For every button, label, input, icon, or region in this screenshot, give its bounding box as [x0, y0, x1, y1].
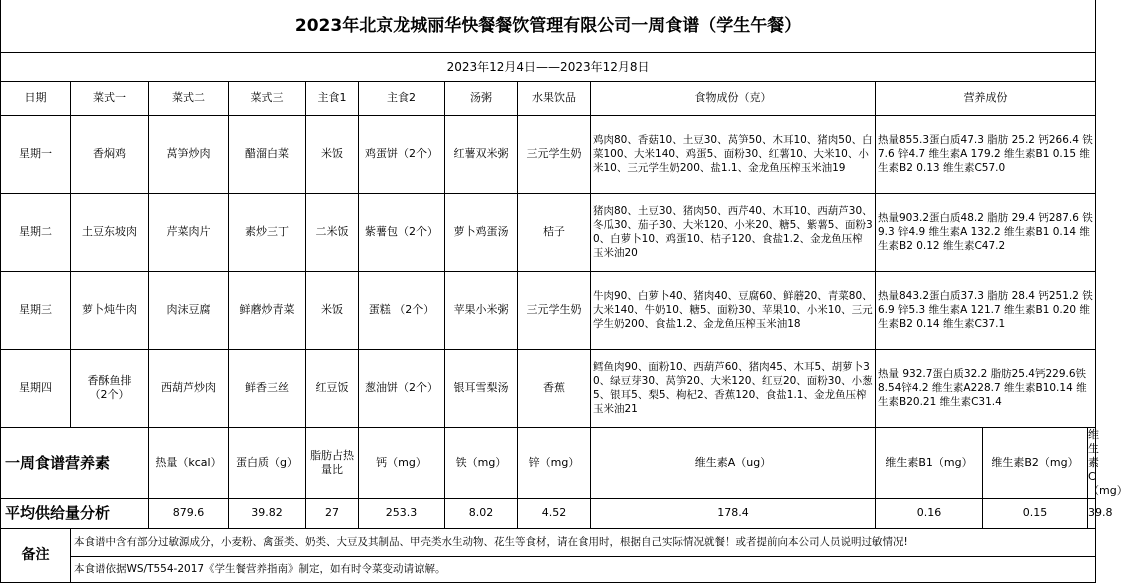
soup-cell: 萝卜鸡蛋汤: [445, 193, 518, 271]
summary-header-protein: 蛋白质（g）: [229, 427, 306, 498]
dish1-cell: 萝卜炖牛肉: [71, 271, 149, 349]
dish2-cell: 西葫芦炒肉: [149, 349, 229, 427]
summary-label-bottom: 平均供给量分析: [1, 498, 149, 528]
summary-header-fat-ratio: 脂肪占热量比: [306, 427, 359, 498]
dish1-cell: 香酥鱼排 （2个）: [71, 349, 149, 427]
fruit-cell: 桔子: [518, 193, 591, 271]
header-dish3: 菜式三: [229, 81, 306, 115]
header-soup: 汤粥: [445, 81, 518, 115]
summary-header-calcium: 钙（mg）: [359, 427, 445, 498]
dish3-cell: 醋溜白菜: [229, 115, 306, 193]
summary-value-vitamin-c: 39.8: [1088, 498, 1096, 528]
header-date: 日期: [1, 81, 71, 115]
summary-header-vitamin-c: 维生素C（mg）: [1088, 427, 1128, 497]
summary-value-energy: 879.6: [149, 498, 229, 528]
header-dish2: 菜式二: [149, 81, 229, 115]
dish1-cell: 土豆东坡肉: [71, 193, 149, 271]
summary-value-vitamin-b2: 0.15: [983, 498, 1088, 528]
allergen-note: 本食谱中含有部分过敏源成分，小麦粉、禽蛋类、奶类、大豆及其制品、甲壳类水生动物、花生等食材，请在食用时，根据自己实际情况就餐！或者提前向本公司人员说明过敏情况!: [71, 528, 1096, 556]
staple1-cell: 米饭: [306, 271, 359, 349]
menu-row-thursday: [1, 349, 1096, 427]
menu-row-wednesday: [1, 271, 1096, 349]
soup-cell: 银耳雪梨汤: [445, 349, 518, 427]
dish2-cell: 肉沫豆腐: [149, 271, 229, 349]
summary-value-vitamin-a: 178.4: [591, 498, 876, 528]
ingredients-cell: 鸡肉80、香菇10、土豆30、莴笋50、木耳10、猪肉50、白菜100、大米140、鸡蛋5、面粉30、红薯10、大米10、小米10、三元学生奶200、盐1.1、金龙鱼压榨玉米油19: [591, 115, 876, 193]
header-fruit: 水果饮品: [518, 81, 591, 115]
summary-label-top: 一周食谱营养素: [1, 427, 149, 498]
nutrition-cell: 热量 932.7蛋白质32.2 脂肪25.4钙229.6铁8.54锌4.2 维生素A228.7 维生素B10.14 维生素B20.21 维生素C31.4: [876, 349, 1096, 427]
summary-value-calcium: 253.3: [359, 498, 445, 528]
staple2-cell: 蛋糕 （2个）: [359, 271, 445, 349]
nutrition-cell: 热量843.2蛋白质37.3 脂肪 28.4 钙251.2 铁6.9 锌5.3 维生素A 121.7 维生素B1 0.20 维生素B2 0.14 维生素C37.1: [876, 271, 1096, 349]
ingredients-cell: 牛肉90、白萝卜40、猪肉40、豆腐60、鲜蘑20、青菜80、大米140、牛奶10、糖5、面粉30、苹果10、小米10、三元学生奶200、食盐1.2、金龙鱼压榨玉米油18: [591, 271, 876, 349]
summary-header-zinc: 锌（mg）: [518, 427, 591, 498]
fruit-cell: 香蕉: [518, 349, 591, 427]
header-staple1: 主食1: [306, 81, 359, 115]
fruit-cell: 三元学生奶: [518, 271, 591, 349]
staple2-cell: 紫薯包（2个）: [359, 193, 445, 271]
soup-cell: 苹果小米粥: [445, 271, 518, 349]
day-label: 星期一: [1, 115, 71, 193]
summary-header-iron: 铁（mg）: [445, 427, 518, 498]
notes-row-2: [1, 556, 1096, 582]
summary-header-vitamin-b1: 维生素B1（mg）: [876, 427, 983, 498]
dish3-cell: 鲜蘑炒青菜: [229, 271, 306, 349]
notes-label: 备注: [1, 528, 71, 582]
staple2-cell: 葱油饼（2个）: [359, 349, 445, 427]
dish3-cell: 素炒三丁: [229, 193, 306, 271]
staple1-cell: 米饭: [306, 115, 359, 193]
header-staple2: 主食2: [359, 81, 445, 115]
summary-header-energy: 热量（kcal）: [149, 427, 229, 498]
day-label: 星期三: [1, 271, 71, 349]
ingredients-cell: 鳕鱼肉90、面粉10、西葫芦60、猪肉45、木耳5、胡萝卜30、绿豆芽30、莴笋20、大米120、红豆20、面粉30、小葱5、银耳5、梨5、枸杞2、香蕉120、食盐1.1、金龙鱼压榨玉米油21: [591, 349, 876, 427]
summary-value-iron: 8.02: [445, 498, 518, 528]
summary-values-row: [1, 498, 1096, 528]
menu-row-tuesday: [1, 193, 1096, 271]
summary-value-zinc: 4.52: [518, 498, 591, 528]
dish2-cell: 莴笋炒肉: [149, 115, 229, 193]
summary-header-vitamin-a: 维生素A（ug）: [591, 427, 876, 498]
summary-header-vitamin-b2: 维生素B2（mg）: [983, 427, 1088, 498]
day-label: 星期四: [1, 349, 71, 427]
staple1-cell: 二米饭: [306, 193, 359, 271]
dish2-cell: 芹菜肉片: [149, 193, 229, 271]
summary-value-vitamin-b1: 0.16: [876, 498, 983, 528]
summary-value-protein: 39.82: [229, 498, 306, 528]
day-label: 星期二: [1, 193, 71, 271]
nutrition-cell: 热量855.3蛋白质47.3 脂肪 25.2 钙266.4 铁7.6 锌4.7 维生素A 179.2 维生素B1 0.15 维生素B2 0.13 维生素C57.0: [876, 115, 1096, 193]
header-ingredients: 食物成份（克）: [591, 81, 876, 115]
ingredients-cell: 猪肉80、土豆30、猪肉50、西芹40、木耳10、西葫芦30、冬瓜30、茄子30、大米120、小米20、糖5、紫薯5、面粉30、白萝卜10、鸡蛋10、桔子120、食盐1.2、金龙鱼压榨玉米油20: [591, 193, 876, 271]
header-dish1: 菜式一: [71, 81, 149, 115]
soup-cell: 红薯双米粥: [445, 115, 518, 193]
staple2-cell: 鸡蛋饼（2个）: [359, 115, 445, 193]
header-row: [1, 81, 1096, 115]
notes-row-1: [1, 528, 1096, 556]
page-title: 2023年北京龙城丽华快餐餐饮管理有限公司一周食谱（学生午餐）: [1, 0, 1096, 52]
fruit-cell: 三元学生奶: [518, 115, 591, 193]
guideline-note: 本食谱依据WS/T554-2017《学生餐营养指南》制定，如有时令菜变动请谅解。: [71, 556, 1096, 582]
date-range: 2023年12月4日——2023年12月8日: [1, 52, 1096, 81]
summary-value-fat-ratio: 27: [306, 498, 359, 528]
header-nutrition: 营养成份: [876, 81, 1096, 115]
dish1-cell: 香焖鸡: [71, 115, 149, 193]
menu-row-monday: [1, 115, 1096, 193]
dish3-cell: 鲜香三丝: [229, 349, 306, 427]
nutrition-cell: 热量903.2蛋白质48.2 脂肪 29.4 钙287.6 铁9.3 锌4.9 维生素A 132.2 维生素B1 0.14 维生素B2 0.12 维生素C47.2: [876, 193, 1096, 271]
staple1-cell: 红豆饭: [306, 349, 359, 427]
summary-header-row: [1, 427, 1096, 498]
